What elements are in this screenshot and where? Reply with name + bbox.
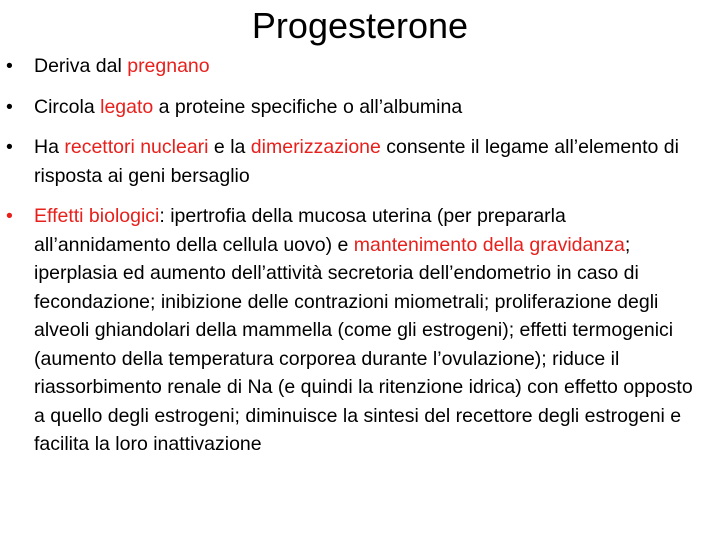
text-segment: Deriva dal [34, 55, 128, 77]
highlight-term: mantenimento della gravidanza [353, 233, 625, 256]
bullet-item-circulation [0, 93, 700, 122]
highlight-term: pregnano [127, 55, 210, 77]
text-segment: ; iperplasia ed aumento dell’attività secretoria dell’endometrio in caso di fecondazione; inibizione delle contrazioni miometrali; proliferazione degli alveoli ghiandolari della mammella (come gli estrogeni); effetti termogenici (aumento della temperatura corporea durante l’ovulazione); riduce il riassorbimento renale di Na (e quindi la ritenzione idrica) con effetto opposto a quello degli estrogeni; diminuisce la sintesi del recettore degli estrogeni e facilita la loro inattivazione [34, 233, 693, 455]
bullet-text [34, 55, 210, 77]
text-segment: Circola [34, 95, 101, 118]
bullet-dot-icon: • [6, 136, 13, 158]
highlight-term: Effetti biologici [34, 205, 160, 227]
bullet-text [34, 205, 693, 455]
bullet-dot-icon: • [6, 205, 13, 227]
bullet-dot-icon: • [6, 55, 13, 77]
bullet-item-biological-effects [0, 202, 700, 459]
text-segment: a proteine specifiche o all’albumina [153, 95, 463, 118]
bullet-text [34, 136, 679, 187]
text-segment: e la [208, 136, 251, 158]
highlight-term: dimerizzazione [250, 136, 381, 158]
highlight-term: recettori nucleari [64, 136, 209, 158]
slide-title: Progesterone [251, 5, 469, 46]
bullet-list [0, 52, 700, 459]
text-segment: Ha [34, 136, 65, 158]
bullet-item-derivation [0, 52, 700, 81]
bullet-text [34, 96, 462, 118]
bullet-item-receptors [0, 133, 700, 190]
highlight-term: legato [100, 95, 154, 118]
bullet-dot-icon: • [6, 95, 13, 118]
text-segment: : ipertrofia della mucosa uterina (per prepararla all’annidamento della cellula uovo) e [34, 205, 566, 256]
text-segment: consente il legame all’elemento di risposta ai geni bersaglio [34, 136, 679, 187]
